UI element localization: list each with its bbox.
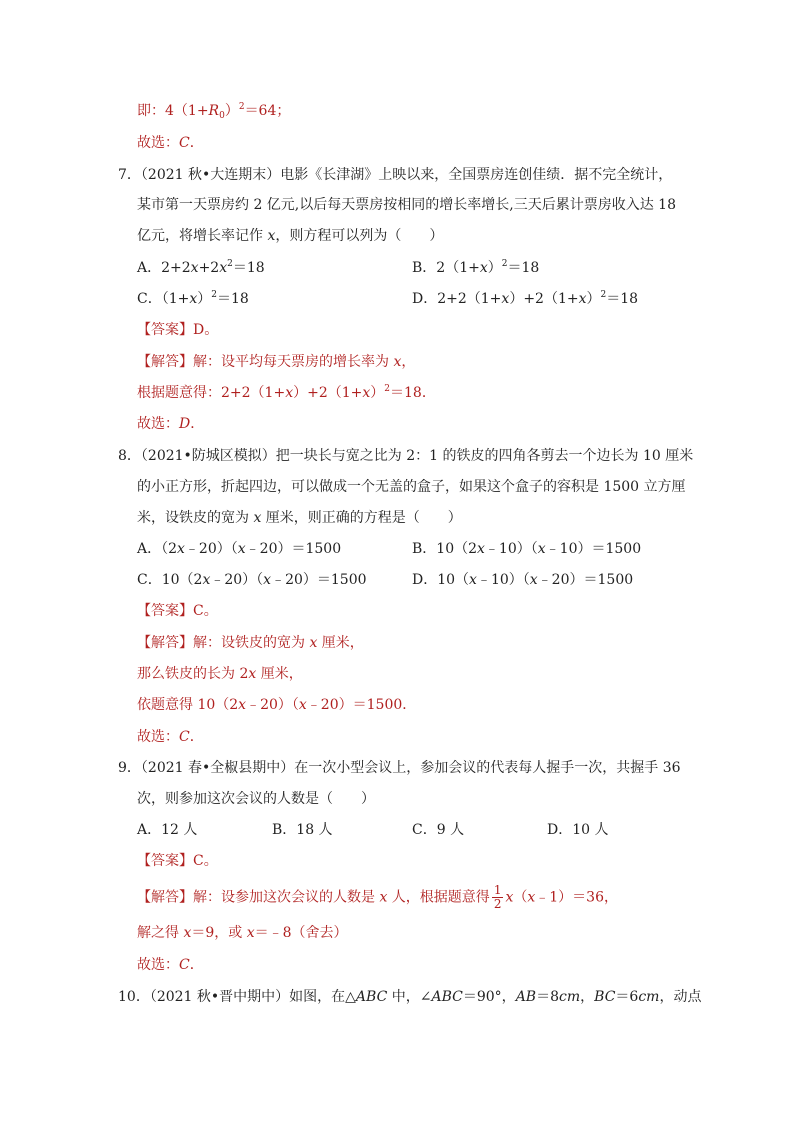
q8-solution-line2: 那么铁皮的长为 2x 厘米， — [137, 666, 303, 682]
q9-option-a: A．12 人 — [137, 822, 198, 838]
q9-option-b: B．18 人 — [272, 822, 333, 838]
q9-stem-line1: 9．（2021 春•全椒县期中）在一次小型会议上，参加会议的代表每人握手一次，共握手 36 — [118, 760, 681, 776]
q8-option-a: A．（2x﹣20）（x﹣20）＝1500 — [137, 541, 342, 557]
q8-solution-line1: 【解答】解：设铁皮的宽为 x 厘米， — [137, 635, 364, 651]
q7-stem-line3: 亿元，将增长率记作 x，则方程可以列为（ ） — [137, 228, 444, 244]
q9-solution-line3: 故选：C． — [137, 957, 204, 973]
q8-option-c: C．10（2x﹣20）（x﹣20）＝1500 — [137, 572, 367, 588]
q8-answer: 【答案】C。 — [137, 603, 218, 619]
q9-answer: 【答案】C。 — [137, 853, 218, 869]
q9-solution-line2: 解之得 x＝9，或 x＝﹣8（舍去） — [137, 925, 348, 941]
q9-solution-line1: 【解答】解：设参加这次会议的人数是 x 人，根据题意得 $\frac{1}{2}$ x（x﹣1）＝36， — [137, 883, 618, 911]
q10-stem-line1: 10．（2021 秋•晋中期中）如图，在△ABC 中，∠ABC＝90°，AB＝8cm，BC＝6cm，动点 — [118, 989, 702, 1005]
q9-option-d: D．10 人 — [547, 822, 609, 838]
q8-stem-line1: 8．（2021•防城区模拟）把一块长与宽之比为 2：1 的铁皮的四角各剪去一个边长为 10 厘米 — [118, 448, 694, 464]
q7-answer: 【答案】D。 — [137, 322, 219, 338]
q8-solution-line4: 故选：C． — [137, 729, 204, 745]
q7-option-a: A．$2+2x+2x^2=18$ — [137, 259, 265, 276]
q7-option-b: B．$2(1+x)^2=18$ — [412, 259, 540, 276]
q9-stem-line2: 次，则参加这次会议的人数是（ ） — [137, 791, 375, 807]
fraction-one-half: $\frac{1}{2}$ — [493, 883, 502, 911]
q7-solution-line1: 【解答】解：设平均每天票房的增长率为 x， — [137, 354, 416, 370]
q8-solution-line3: 依题意得 10（2x﹣20）（x﹣20）＝1500． — [137, 697, 417, 713]
q7-stem-line2: 某市第一天票房约 2 亿元,以后每天票房按相同的增长率增长,三天后累计票房收入达 18 — [137, 197, 676, 213]
q9-option-c: C．9 人 — [412, 822, 465, 838]
q7-option-d: D．$2+2(1+x)+2(1+x)^2=18$ — [412, 290, 639, 307]
q7-solution-line2: 根据题意得：$2+2(1+x)+2(1+x)^2=18$． — [137, 384, 436, 401]
q7-option-c: C．$(1+x)^2=18$ — [137, 290, 249, 307]
q8-option-b: B．10（2x﹣10）（x﹣10）＝1500 — [412, 541, 642, 557]
prev-choice-line: 故选：C． — [137, 135, 204, 151]
q8-option-d: D．10（x﹣10）（x﹣20）＝1500 — [412, 572, 634, 588]
q8-stem-line3: 米，设铁皮的宽为 x 厘米，则正确的方程是（ ） — [137, 510, 462, 526]
q7-solution-line3: 故选：D． — [137, 416, 205, 432]
q8-stem-line2: 的小正方形，折起四边，可以做成一个无盖的盒子，如果这个盒子的容积是 1500 立方厘 — [137, 479, 686, 495]
prev-solution-line: 即：$4(1+R_0)^2=64$； — [137, 102, 291, 121]
q7-stem-line1: 7．（2021 秋•大连期末）电影《长津湖》上映以来，全国票房连创佳绩．据不完全统计， — [118, 167, 673, 183]
